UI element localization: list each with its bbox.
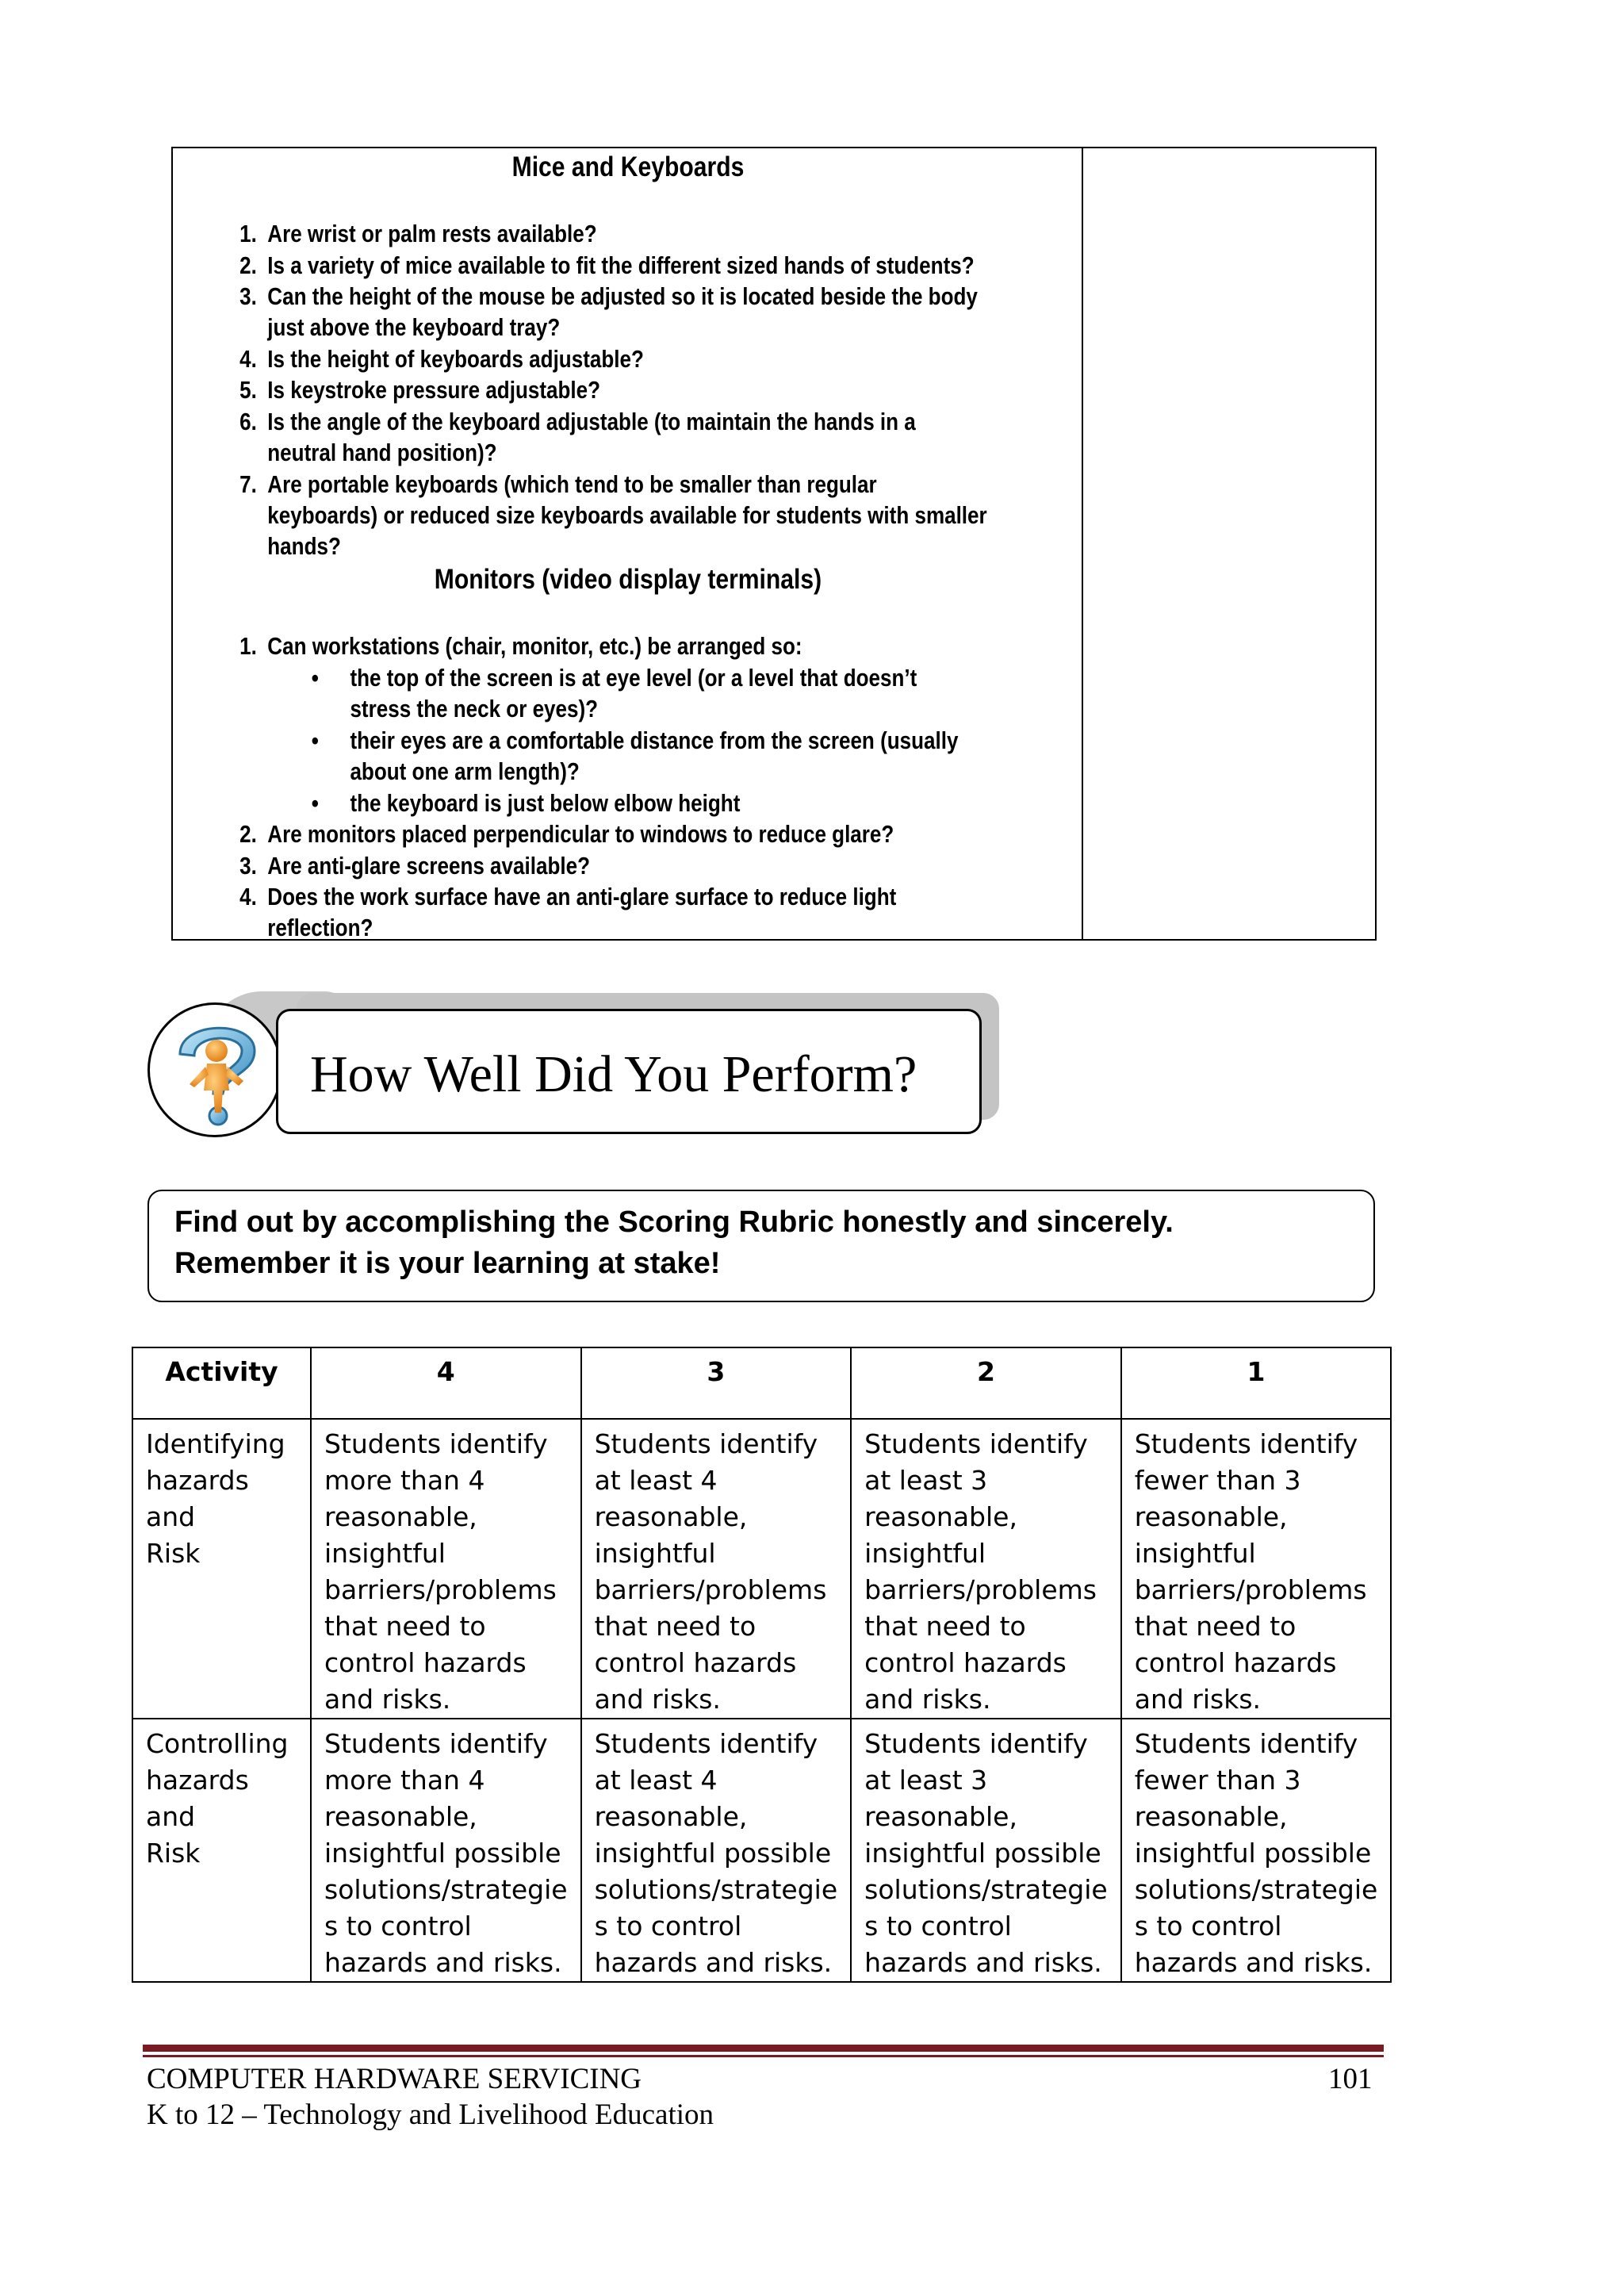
instruction-line-1: Find out by accomplishing the Scoring Rubric honestly and sincerely.: [174, 1205, 1174, 1239]
banner-title-box: [276, 1009, 982, 1134]
checklist-questions-cell: Mice and Keyboards 1. Are wrist or palm rests available? 2. Is a variety of mice available to fit the different sized hands of students? 3. Can the height of the mouse be adjusted so it is located beside the body just above the keyboard tray? 4. Is the height of keyboards adjustable? 5. Is keystroke pressure adjustable? 6. Is the angle of the keyboard adjustable (to maintain the hands in a neutral hand position)? 7. Are portable keyboards (which tend to be smaller than regular keyboards) or reduced size keyboards available for students with smaller hands? Monitors (video display terminals) 1. Can workstations (chair, monitor, etc.) be arranged so: • the top of the screen is at eye level (or a level that doesn’t stress the neck or eyes)? • their eyes are a comfortable distance from the screen (usually about one arm length)? • the keyboard is just below elbow height 2. Are monitors placed perpendicular to windows to reduce glare? 3. Are anti-glare screens available? 4. Does the work surface have an anti-glare surface to reduce light reflection?: [173, 148, 1083, 939]
checklist-table: [171, 147, 1377, 941]
rubric-cell-text: Students identify more than 4 reasonable, insightful barriers/problems that need to control hazards and risks.: [324, 1428, 557, 1715]
footer-subtitle: K to 12 – Technology and Livelihood Education: [147, 2099, 714, 2131]
rubric-header-score-2: 2: [851, 1347, 1121, 1419]
instruction-line-2: Remember it is your learning at stake!: [174, 1247, 721, 1280]
performance-banner: [146, 990, 1002, 1145]
rubric-header-row: [132, 1347, 1391, 1419]
rubric-cell-text: Students identify more than 4 reasonable, insightful possible solutions/strategie s to control hazards and risks.: [324, 1728, 568, 1978]
rubric-cell: [1121, 1419, 1392, 1719]
rubric-header-score-4: 4: [311, 1347, 581, 1419]
rubric-cell: [581, 1719, 852, 1982]
rubric-cell: [851, 1419, 1121, 1719]
rubric-cell-text: Students identify at least 3 reasonable, insightful barriers/problems that need to control hazards and risks.: [864, 1428, 1097, 1715]
banner-title: How Well Did You Perform?: [310, 1045, 917, 1103]
checklist-answer-cell: [1083, 148, 1375, 939]
footer-rule-thick: [143, 2045, 1384, 2052]
table-row: [132, 1719, 1391, 1982]
rubric-activity-cell: [132, 1419, 311, 1719]
rubric-cell: [311, 1719, 581, 1982]
mice-keyboards-title: Mice and Keyboards: [511, 151, 745, 182]
monitors-title: Monitors (video display terminals): [434, 564, 822, 595]
rubric-header-score-1: 1: [1121, 1347, 1392, 1419]
rubric-cell: [1121, 1719, 1392, 1982]
rubric-cell: [581, 1419, 852, 1719]
footer-rule-thin: [143, 2055, 1384, 2057]
rubric-header-activity: Activity: [132, 1347, 311, 1419]
rubric-cell-text: Students identify fewer than 3 reasonable, insightful possible solutions/strategie s to control hazards and risks.: [1134, 1728, 1378, 1978]
rubric-cell-text: Students identify at least 4 reasonable, insightful possible solutions/strategie s to control hazards and risks.: [594, 1728, 838, 1978]
rubric-cell: [851, 1719, 1121, 1982]
rubric-activity-text: Identifying hazards and Risk: [146, 1428, 285, 1569]
question-mark-figure-icon: [150, 1005, 282, 1137]
scoring-rubric-table: [132, 1347, 1392, 1983]
instruction-box: [147, 1190, 1375, 1302]
rubric-header-score-3: 3: [581, 1347, 852, 1419]
rubric-cell-text: Students identify at least 3 reasonable, insightful possible solutions/strategie s to control hazards and risks.: [864, 1728, 1108, 1978]
rubric-activity-cell: [132, 1719, 311, 1982]
rubric-cell-text: Students identify at least 4 reasonable, insightful barriers/problems that need to control hazards and risks.: [594, 1428, 827, 1715]
rubric-cell: [311, 1419, 581, 1719]
footer-course: COMPUTER HARDWARE SERVICING: [147, 2063, 642, 2095]
rubric-activity-text: Controlling hazards and Risk: [146, 1728, 289, 1869]
table-row: [132, 1419, 1391, 1719]
footer-page-number: 101: [1328, 2063, 1373, 2095]
banner-icon-circle: [147, 1002, 282, 1137]
rubric-cell-text: Students identify fewer than 3 reasonable, insightful barriers/problems that need to control hazards and risks.: [1134, 1428, 1367, 1715]
